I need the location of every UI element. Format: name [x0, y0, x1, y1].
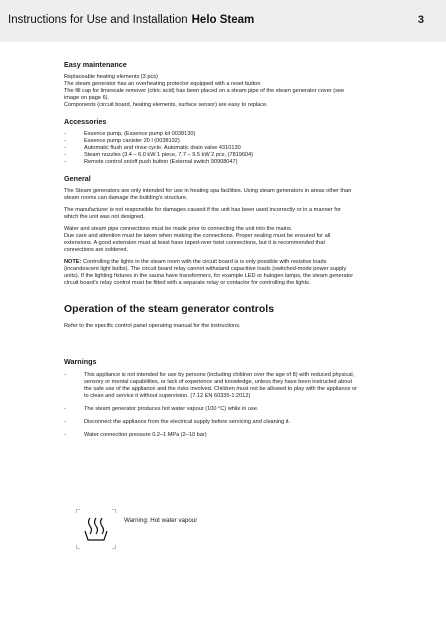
list-item: - Disconnect the appliance from the electrical supply before servicing and cleaning it. — [64, 419, 291, 425]
bullet-dash: - — [64, 159, 66, 165]
text-line: steam rooms can damage the building's structure. — [64, 195, 188, 201]
general-paragraph-2 — [64, 207, 396, 221]
list-item: - Water connection pressure 0.2–1 MPa (2–10 bar) — [64, 432, 207, 438]
general-paragraph-3 — [64, 226, 396, 254]
page-content — [64, 60, 396, 445]
operation-text: Refer to the specific control panel operating manual for the instructions. — [64, 323, 241, 329]
text-line: connections are soldered. — [64, 247, 129, 253]
page-number: 3 — [417, 14, 424, 26]
warnings-list — [64, 372, 396, 439]
text-line: Replaceable heating elements (3 pcs) — [64, 74, 158, 80]
text-line: The Steam generators are only intended for use in heating spa facilities. Using steam generators in areas other than — [64, 188, 352, 194]
bullet-dash: - — [64, 152, 66, 158]
icon-caption: Warning: Hot water vapour — [124, 517, 198, 524]
bullet-dash: - — [64, 138, 66, 144]
operation-heading: Operation of the steam generator controls — [64, 303, 275, 315]
list-item: - This appliance is not intended for use by persons (including children over the age of 8) with reduced physical, sensory or mental capabilities, or lack of experience and knowledge, unless they have been instructed about the safe use of the appliance and the risks involved. Children must not be allowed to play with the appliance or to clean and service it without supervision. (7.12 EN 60335-1:2012) — [64, 372, 358, 399]
note-label: NOTE: — [64, 259, 82, 265]
bullet-dash: - — [64, 372, 66, 378]
list-item: - Remote control on/off push button (External switch 90908047) — [64, 159, 238, 165]
bullet-dash: - — [64, 432, 66, 438]
text-line: image on page 6). — [64, 95, 110, 101]
text-line: circuit board's relay control must be fitted with a separate relay or contactor for controlling the lights. — [64, 280, 311, 286]
text-line: which the unit was not designed. — [64, 214, 145, 220]
text-line: NOTE: Controlling the lights in the steam room with the circuit board is is only possible with resistive loads — [64, 259, 327, 265]
text-line: The steam generator has an overheating protector equipped with a reset button — [64, 81, 261, 87]
list-item: - Essence pump canister 20 l (0038132) — [64, 138, 180, 144]
bullet-dash: - — [64, 419, 66, 425]
document-title: Instructions for Use and Installation Helo Steam — [8, 14, 255, 26]
text-line: extensions. A good extension must at least have taped-over twist connections, but it is recommended that — [64, 240, 325, 246]
general-heading: General — [64, 174, 91, 183]
accessories-heading: Accessories — [64, 117, 107, 126]
hot-water-vapour-icon — [76, 509, 116, 549]
list-item: - Steam nozzles (3.4 – 6.0 kW 1 piece, 7.7 – 9.5 kW 2 pcs, (7819604) — [64, 152, 254, 158]
text-line: The manufacturer is not responsible for damages caused if the unit has been used incorrectly or in a manner for — [64, 207, 341, 213]
general-note — [64, 259, 396, 287]
warnings-heading: Warnings — [64, 357, 97, 366]
text-line: Due care and attention must be taken when making the connections. Proper sealing must be ensured for all — [64, 233, 331, 239]
accessories-list — [64, 131, 396, 166]
text-line: The fill cap for limescale remover (citric acid) has been placed on a steam pipe of the steam generator cover (see — [64, 88, 345, 94]
easy-maintenance-heading: Easy maintenance — [64, 60, 127, 69]
list-item: - Automatic flush and rinse cycle. Automatic drain valve 4310130 — [64, 145, 241, 151]
bullet-dash: - — [64, 145, 66, 151]
steam-symbol-icon — [76, 509, 116, 549]
text-line: Components (circuit board, heating elements, surface sensor) are easy to replace. — [64, 102, 268, 108]
bullet-dash: - — [64, 131, 66, 137]
general-paragraph-1 — [64, 188, 396, 202]
easy-maintenance-text — [64, 74, 396, 109]
text-line: Water and steam pipe connections must be made prior to connecting the unit into the mains. — [64, 226, 293, 232]
list-item: - Essence pump, (Essence pump kit 0038130) — [64, 131, 196, 137]
bullet-dash: - — [64, 406, 66, 412]
text-line: (incandescent light bulbs). The circuit board relay cannot withstand capacitive loads (switched-mode power supply — [64, 266, 347, 272]
list-item: - The steam generator produces hot water vapour (100 °C) while in use. — [64, 406, 259, 412]
text-line: units). If the lighting fixtures in the sauna have transformers, for example LED or halogen lamps, the steam generator — [64, 273, 354, 279]
page-header — [0, 0, 446, 42]
product-name: Helo Steam — [191, 14, 255, 26]
